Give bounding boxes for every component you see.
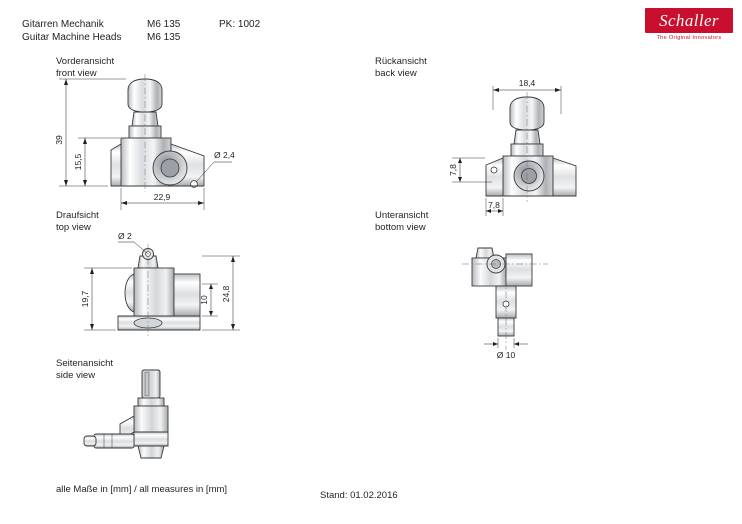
title-de: Gitarren Mechanik xyxy=(22,19,104,30)
dim-back-width: 18,4 xyxy=(518,78,536,88)
logo-wordmark: Schaller xyxy=(659,10,719,30)
label-back-view-en: back view xyxy=(375,67,417,79)
header-block xyxy=(22,18,260,44)
label-side-view-en: side view xyxy=(56,369,96,381)
model-en: M6 135 xyxy=(147,32,181,43)
dim-back-left: 7,8 xyxy=(448,164,458,176)
label-front-view-de: Vorderansicht xyxy=(56,56,115,67)
schaller-logo xyxy=(645,8,733,42)
label-bottom-view-de: Unteransicht xyxy=(375,210,429,221)
dim-front-hole: Ø 2,4 xyxy=(214,150,235,160)
logo-badge xyxy=(645,8,733,33)
logo-tagline: The Original Innovators xyxy=(656,35,722,41)
footer-units: alle Maße in [mm] / all measures in [mm] xyxy=(56,484,228,495)
pk-number: PK: 1002 xyxy=(219,19,261,30)
footer-date: Stand: 01.02.2016 xyxy=(320,490,398,501)
side-view-drawing xyxy=(60,366,260,476)
top-view-drawing xyxy=(78,231,278,353)
dim-front-mid: 15,5 xyxy=(73,153,83,171)
dim-top-left: 19,7 xyxy=(80,290,90,308)
back-view-drawing xyxy=(400,66,600,214)
dim-top-right-outer: 24,8 xyxy=(221,285,231,303)
label-top-view-de: Draufsicht xyxy=(56,210,99,221)
title-en: Guitar Machine Heads xyxy=(22,32,122,43)
bottom-view-drawing xyxy=(440,232,640,362)
dim-top-hole: Ø 2 xyxy=(118,231,132,241)
dim-top-right-inner: 10 xyxy=(199,295,209,305)
dim-front-width: 22,9 xyxy=(153,192,171,202)
label-front-view-en: front view xyxy=(56,67,97,79)
dim-back-bottom: 7,8 xyxy=(488,200,500,210)
dim-bottom-shaft: Ø 10 xyxy=(496,350,516,360)
label-bottom-view-en: bottom view xyxy=(375,221,426,233)
dim-front-height: 39 xyxy=(54,135,64,145)
label-side-view-de: Seitenansicht xyxy=(56,358,114,369)
label-top-view-en: top view xyxy=(56,221,91,233)
front-view-drawing xyxy=(28,67,248,220)
label-back-view-de: Rückansicht xyxy=(375,56,427,67)
model-de: M6 135 xyxy=(147,19,181,30)
